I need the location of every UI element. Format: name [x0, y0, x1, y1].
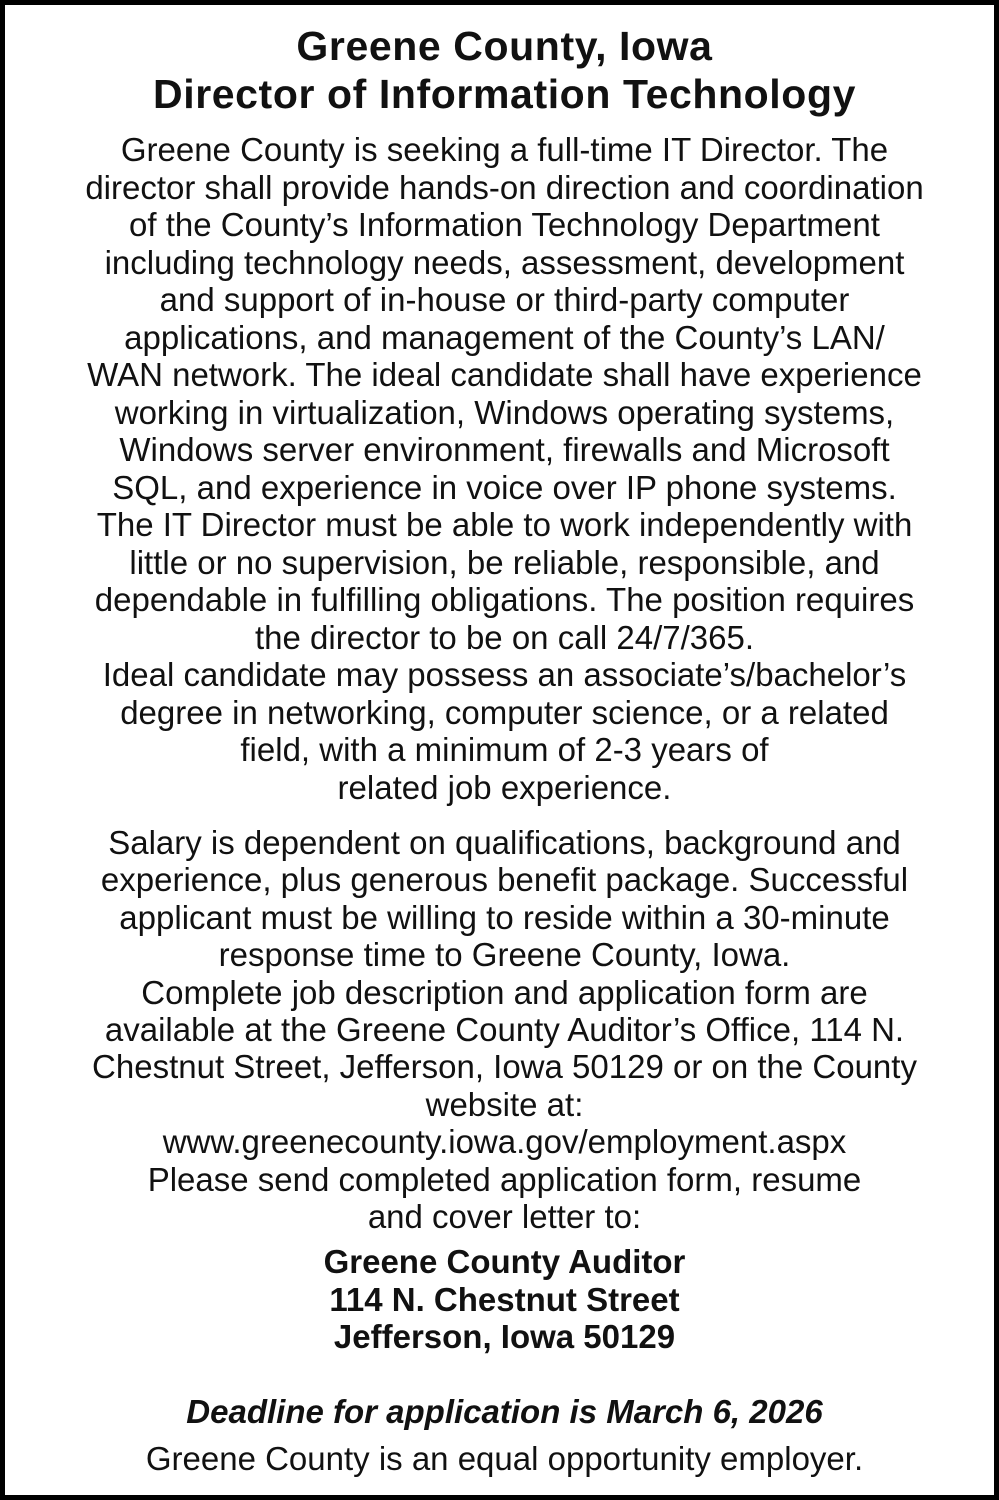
body-line: working in virtualization, Windows operating systems, — [114, 393, 895, 431]
body-line: and support of in-house or third-party computer — [159, 281, 850, 318]
body-line: director shall provide hands-on direction and coordination — [85, 168, 924, 206]
body-line: available at the Greene County Auditor’s Office, 114 N. — [104, 1011, 905, 1048]
body-line: SQL, and experience in voice over IP phone systems. — [112, 468, 897, 506]
body-line: the director to be on call 24/7/365. — [255, 618, 754, 656]
body-line: related job experience. — [337, 768, 672, 806]
body-line: Salary is dependent on qualifications, background and — [108, 824, 901, 861]
body-line: website at: — [425, 1085, 584, 1123]
body-line: Complete job description and application form are — [141, 973, 868, 1011]
body-line: little or no supervision, be reliable, responsible, and — [129, 543, 880, 581]
address-line: 114 N. Chestnut Street — [329, 1280, 680, 1318]
body-line: applicant must be willing to reside within a 30-minute — [119, 898, 890, 936]
body-line: experience, plus generous benefit package. Successful — [100, 861, 909, 899]
body-line: including technology needs, assessment, development — [104, 243, 905, 281]
equal-opportunity-statement: Greene County is an equal opportunity employer. — [145, 1440, 864, 1477]
body-line: applications, and management of the County’s LAN/ — [124, 318, 885, 356]
body-line: of the County’s Information Technology Department — [129, 206, 880, 243]
body-line: Please send completed application form, resume — [147, 1160, 862, 1198]
body-line: response time to Greene County, Iowa. — [218, 936, 791, 974]
body-line: degree in networking, computer science, or a related — [120, 693, 889, 731]
body-line: The IT Director must be able to work independently with — [96, 506, 913, 543]
title-line: Director of Information Technology — [153, 71, 856, 117]
title-line: Greene County, Iowa — [296, 23, 713, 69]
website-link[interactable]: www.greenecounty.iowa.gov/employment.aspx — [162, 1123, 847, 1161]
body-line: WAN network. The ideal candidate shall have experience — [87, 356, 922, 393]
body-line: and cover letter to: — [367, 1198, 642, 1235]
body-line: Greene County is seeking a full-time IT Director. The — [120, 131, 889, 168]
body-line: dependable in fulfilling obligations. The position requires — [94, 581, 915, 618]
body-line: field, with a minimum of 2-3 years of — [240, 731, 769, 768]
body-line: Chestnut Street, Jefferson, Iowa 50129 or on the County — [92, 1048, 917, 1086]
address-line: Greene County Auditor — [323, 1243, 686, 1280]
deadline-text: Deadline for application is March 6, 2026 — [186, 1393, 823, 1430]
body-line: Windows server environment, firewalls and Microsoft — [119, 431, 890, 468]
address-line: Jefferson, Iowa 50129 — [333, 1318, 676, 1355]
body-line: Ideal candidate may possess an associate’s/bachelor’s — [102, 656, 907, 693]
